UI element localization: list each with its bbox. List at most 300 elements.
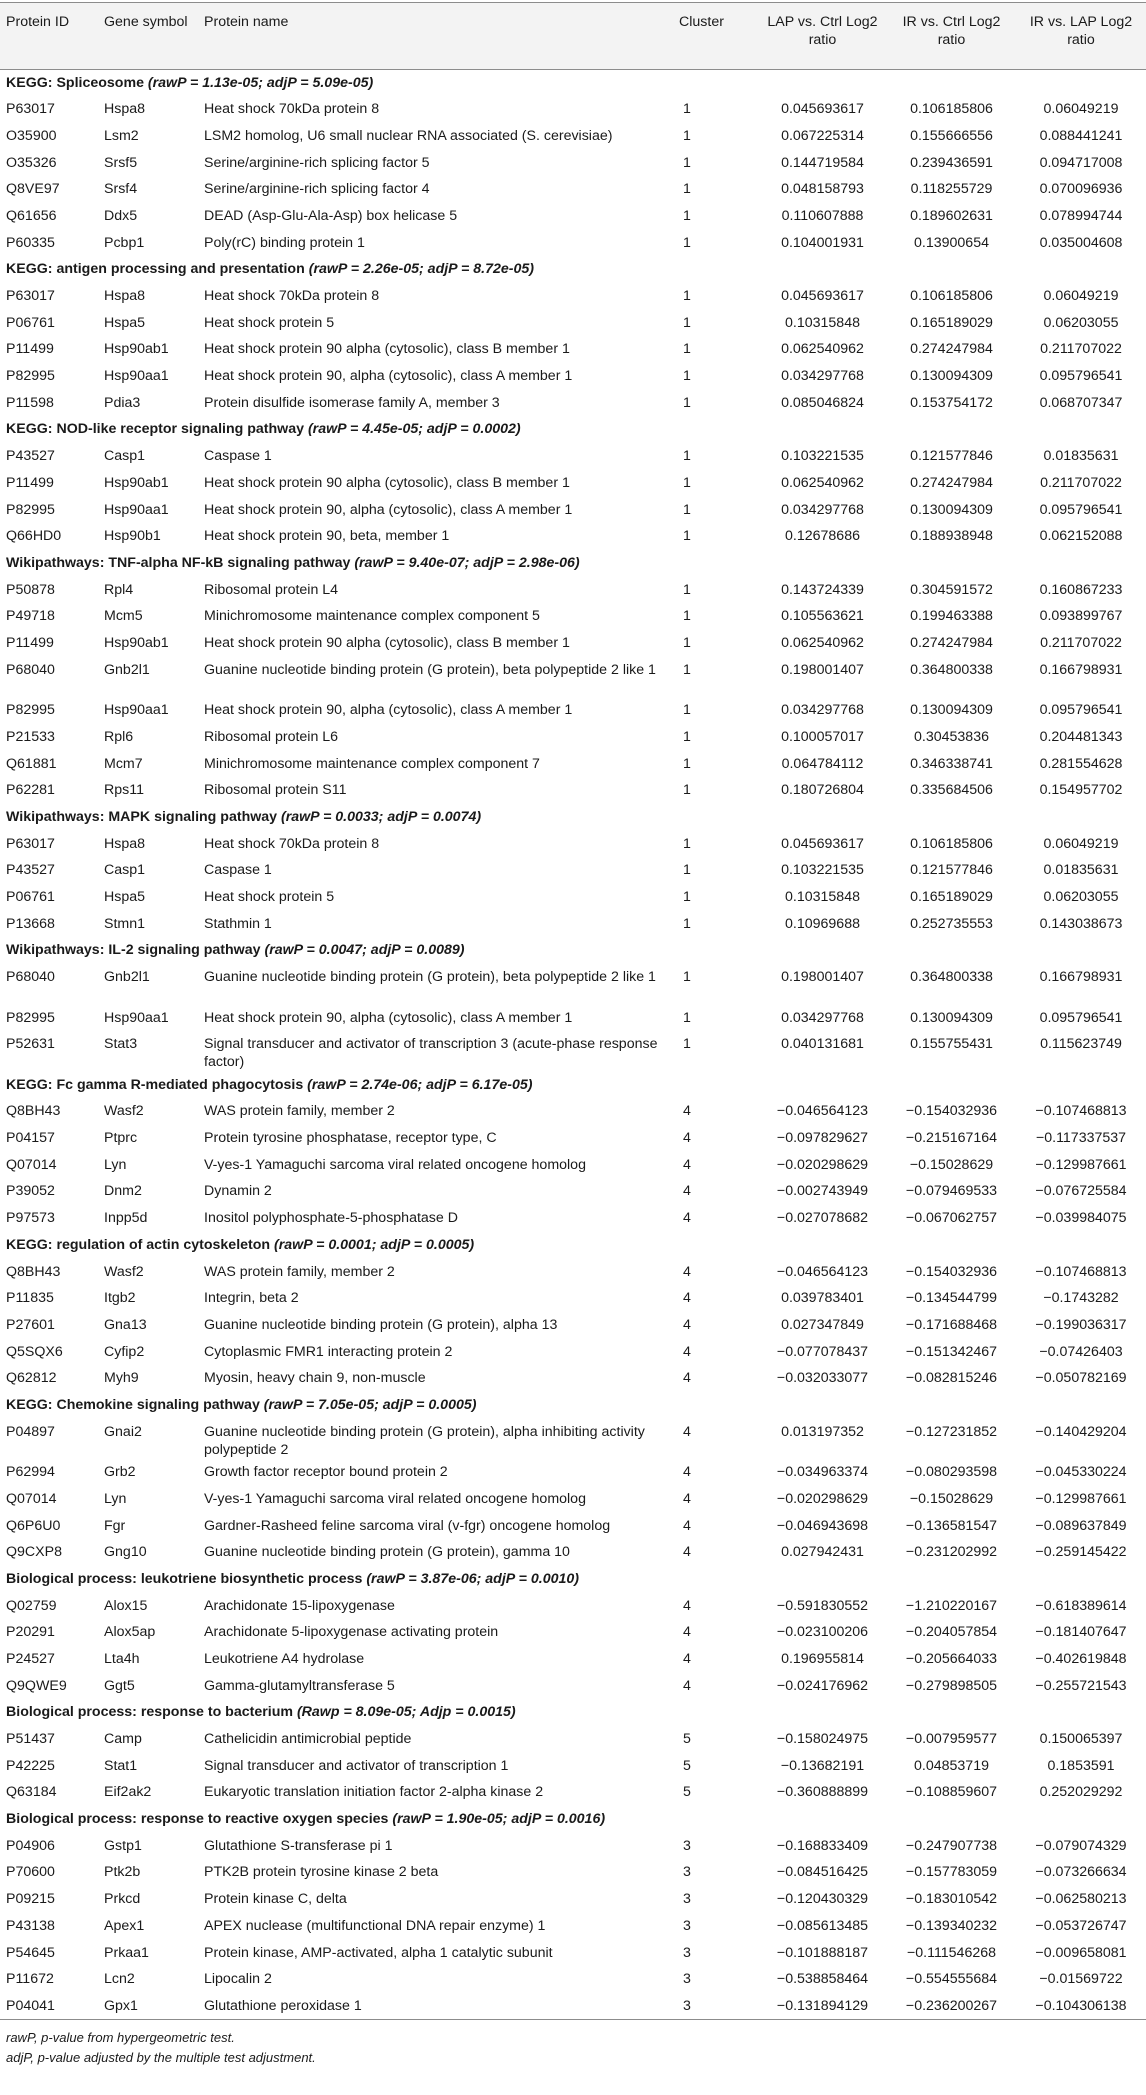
- cell-ir-vs-ctrl: 0.130094309: [910, 702, 993, 719]
- cell-ir-vs-lap: −0.259145422: [1035, 1544, 1127, 1561]
- cell-gene-symbol: Rpl4: [104, 581, 134, 598]
- cell-gene-symbol: Hsp90ab1: [104, 341, 169, 358]
- cell-ir-vs-lap: 0.070096936: [1039, 181, 1123, 198]
- cell-cluster: 1: [683, 661, 691, 678]
- section-title: KEGG: Chemokine signaling pathway: [6, 1396, 260, 1413]
- cell-ir-vs-ctrl: −0.127231852: [905, 1423, 998, 1440]
- cell-lap-vs-ctrl: 0.10315848: [785, 888, 860, 905]
- cell-cluster: 4: [683, 1183, 691, 1200]
- cell-protein-name: Guanine nucleotide binding protein (G protein), beta polypeptide 2 like 1: [204, 969, 656, 985]
- cell-cluster: 1: [683, 581, 691, 598]
- table-row: [0, 1339, 1146, 1366]
- cell-ir-vs-lap: 0.095796541: [1039, 368, 1123, 385]
- cell-ir-vs-ctrl: −0.108859607: [905, 1784, 998, 1801]
- cell-protein-id: P52631: [6, 1036, 55, 1053]
- cell-protein-name: V-yes-1 Yamaguchi sarcoma viral related oncogene homolog: [204, 1490, 586, 1507]
- cell-ir-vs-ctrl: 0.252735553: [910, 915, 993, 932]
- cell-ir-vs-lap: 0.095796541: [1039, 501, 1123, 518]
- cell-gene-symbol: Hsp90aa1: [104, 702, 169, 719]
- cell-gene-symbol: Gng10: [104, 1544, 147, 1561]
- table-row: [0, 1673, 1146, 1700]
- cell-cluster: 4: [683, 1263, 691, 1280]
- cell-cluster: 4: [683, 1597, 691, 1614]
- cell-protein-id: P82995: [6, 1009, 55, 1026]
- cell-ir-vs-ctrl: 0.30453836: [914, 728, 989, 745]
- cell-ir-vs-ctrl: −0.231202992: [905, 1544, 998, 1561]
- cell-ir-vs-lap: −0.009658081: [1035, 1944, 1127, 1961]
- cell-protein-name: Heat shock protein 90, alpha (cytosolic), class A member 1: [204, 501, 573, 518]
- cell-protein-name: Protein tyrosine phosphatase, receptor type, C: [204, 1130, 497, 1147]
- cell-ir-vs-ctrl: 0.165189029: [910, 314, 993, 331]
- table-row: [0, 577, 1146, 604]
- cell-ir-vs-lap: −0.117337537: [1035, 1130, 1127, 1147]
- cell-gene-symbol: Ptk2b: [104, 1864, 141, 1881]
- cell-gene-symbol: Hsp90b1: [104, 528, 161, 545]
- cell-lap-vs-ctrl: 0.105563621: [781, 608, 864, 625]
- cell-ir-vs-ctrl: 0.130094309: [910, 368, 993, 385]
- cell-ir-vs-lap: −0.050782169: [1035, 1370, 1127, 1387]
- table-row: [0, 1205, 1146, 1232]
- section-stats: (Rawp = 8.09e-05; Adjp = 0.0015): [296, 1704, 516, 1721]
- cell-lap-vs-ctrl: 0.027347849: [781, 1316, 864, 1333]
- cell-cluster: 4: [683, 1343, 691, 1360]
- cell-lap-vs-ctrl: 0.048158793: [781, 181, 864, 198]
- cell-protein-name: WAS protein family, member 2: [204, 1263, 395, 1280]
- cell-cluster: 3: [683, 1944, 691, 1961]
- cell-lap-vs-ctrl: 0.040131681: [781, 1036, 864, 1053]
- section-header: [0, 1806, 1146, 1833]
- table-row: [0, 1886, 1146, 1913]
- cell-ir-vs-ctrl: 0.155755431: [910, 1036, 993, 1053]
- table-row: [0, 470, 1146, 497]
- table-row: [0, 777, 1146, 804]
- cell-cluster: 1: [683, 501, 691, 518]
- cell-gene-symbol: Grb2: [104, 1464, 136, 1481]
- cell-gene-symbol: Fgr: [104, 1517, 126, 1534]
- cell-gene-symbol: Mcm5: [104, 608, 143, 625]
- cell-gene-symbol: Gpx1: [104, 1997, 138, 2014]
- cell-gene-symbol: Hsp90aa1: [104, 1009, 169, 1026]
- cell-ir-vs-ctrl: −0.236200267: [905, 1997, 998, 2014]
- cell-ir-vs-lap: −0.255721543: [1035, 1677, 1127, 1694]
- table-row: [0, 203, 1146, 230]
- cell-ir-vs-ctrl: −0.080293598: [905, 1464, 998, 1481]
- cell-cluster: 1: [683, 288, 691, 304]
- table-row: [0, 751, 1146, 778]
- cell-protein-id: P70600: [6, 1864, 55, 1881]
- cell-protein-id: P21533: [6, 728, 55, 745]
- section-header-cell: [0, 1232, 1146, 1259]
- cell-protein-id: Q07014: [6, 1490, 57, 1507]
- section-title: Wikipathways: MAPK signaling pathway: [6, 808, 278, 825]
- cell-lap-vs-ctrl: −0.046564123: [776, 1103, 869, 1120]
- cell-lap-vs-ctrl: 0.062540962: [781, 474, 864, 491]
- cell-protein-id: Q63184: [6, 1784, 57, 1801]
- cell-ir-vs-lap: 0.252029292: [1039, 1784, 1123, 1801]
- cell-gene-symbol: Stat1: [104, 1757, 138, 1774]
- section-stats: (rawP = 2.74e-06; adjP = 6.17e-05): [307, 1076, 533, 1093]
- cell-cluster: 3: [683, 1917, 691, 1934]
- table-body: [0, 70, 1146, 2020]
- cell-cluster: 1: [683, 314, 691, 331]
- cell-lap-vs-ctrl: −0.077078437: [776, 1343, 869, 1360]
- cell-ir-vs-lap: −0.181407647: [1035, 1624, 1127, 1641]
- cell-cluster: 4: [683, 1624, 691, 1641]
- cell-protein-name: Signal transducer and activator of transcription 1: [204, 1757, 509, 1774]
- cell-protein-id: P11672: [6, 1971, 54, 1988]
- cell-gene-symbol: Gnb2l1: [104, 969, 150, 985]
- table-row: [0, 1859, 1146, 1886]
- cell-protein-id: Q02759: [6, 1597, 57, 1614]
- cell-protein-id: P11598: [6, 394, 54, 411]
- cell-ir-vs-lap: −0.104306138: [1035, 1997, 1127, 2014]
- table-row: [0, 1419, 1146, 1460]
- cell-ir-vs-lap: −0.01569722: [1039, 1971, 1123, 1988]
- cell-cluster: 4: [683, 1156, 691, 1173]
- section-title: KEGG: NOD-like receptor signaling pathway: [6, 421, 304, 438]
- cell-gene-symbol: Itgb2: [104, 1290, 136, 1307]
- table-row: [0, 523, 1146, 550]
- cell-lap-vs-ctrl: −0.023100206: [776, 1624, 869, 1641]
- section-header-cell: [0, 1566, 1146, 1593]
- cell-gene-symbol: Ptprc: [104, 1130, 138, 1147]
- table-row: [0, 230, 1146, 257]
- cell-protein-id: P04897: [6, 1423, 55, 1440]
- cell-protein-id: P13668: [6, 915, 55, 932]
- cell-gene-symbol: Gnai2: [104, 1423, 142, 1440]
- section-stats: (rawP = 1.90e-05; adjP = 0.0016): [392, 1811, 606, 1828]
- cell-protein-name: Serine/arginine-rich splicing factor 4: [204, 181, 430, 198]
- cell-cluster: 3: [683, 1971, 691, 1988]
- table-header: [0, 3, 1146, 70]
- cell-lap-vs-ctrl: 0.045693617: [781, 835, 864, 852]
- cell-cluster: 3: [683, 1997, 691, 2014]
- cell-ir-vs-lap: −0.07426403: [1039, 1343, 1123, 1360]
- cell-protein-name: Myosin, heavy chain 9, non-muscle: [204, 1370, 426, 1387]
- cell-ir-vs-lap: 0.211707022: [1040, 474, 1122, 491]
- cell-protein-id: P63017: [6, 101, 55, 118]
- cell-protein-id: P62994: [6, 1464, 55, 1481]
- cell-lap-vs-ctrl: 0.027942431: [781, 1544, 864, 1561]
- section-stats: (rawP = 2.26e-05; adjP = 8.72e-05): [308, 261, 535, 278]
- cell-protein-name: Ribosomal protein L6: [204, 728, 339, 745]
- cell-ir-vs-ctrl: 0.165189029: [910, 888, 993, 905]
- cell-gene-symbol: Prkcd: [104, 1891, 141, 1908]
- cell-lap-vs-ctrl: −0.120430329: [776, 1891, 869, 1908]
- section-header-cell: [0, 937, 1146, 964]
- section-header-cell: [0, 550, 1146, 577]
- cell-cluster: 4: [683, 1130, 691, 1147]
- cell-protein-id: Q66HD0: [6, 528, 62, 545]
- cell-protein-id: P27601: [6, 1316, 55, 1333]
- cell-cluster: 1: [683, 154, 691, 171]
- cell-lap-vs-ctrl: 0.062540962: [781, 341, 864, 358]
- cell-protein-id: Q5SQX6: [6, 1343, 63, 1360]
- cell-lap-vs-ctrl: 0.045693617: [781, 288, 864, 304]
- cell-protein-id: Q8BH43: [6, 1103, 61, 1120]
- cell-ir-vs-ctrl: 0.121577846: [910, 448, 993, 465]
- cell-ir-vs-lap: 0.204481343: [1039, 728, 1123, 745]
- cell-ir-vs-lap: 0.035004608: [1039, 234, 1123, 251]
- cell-cluster: 1: [683, 341, 691, 358]
- cell-lap-vs-ctrl: 0.045693617: [781, 101, 864, 118]
- section-title: KEGG: regulation of actin cytoskeleton: [6, 1236, 271, 1253]
- table-row: [0, 1539, 1146, 1566]
- cell-gene-symbol: Lyn: [104, 1490, 127, 1507]
- cell-protein-id: P24527: [6, 1650, 55, 1667]
- table-row: [0, 150, 1146, 177]
- cell-ir-vs-lap: 0.166798931: [1039, 969, 1123, 985]
- cell-gene-symbol: Pdia3: [104, 394, 141, 411]
- cell-protein-name: Dynamin 2: [204, 1183, 272, 1200]
- header-gene-symbol: Gene symbol: [104, 14, 188, 30]
- cell-cluster: 1: [683, 127, 691, 144]
- cell-gene-symbol: Ddx5: [104, 207, 138, 224]
- section-title: KEGG: Fc gamma R-mediated phagocytosis: [6, 1076, 304, 1093]
- cell-protein-name: Heat shock protein 90, alpha (cytosolic), class A member 1: [204, 368, 573, 385]
- cell-gene-symbol: Wasf2: [104, 1103, 144, 1120]
- table-row: [0, 724, 1146, 751]
- cell-protein-id: P82995: [6, 501, 55, 518]
- cell-ir-vs-lap: −0.402619848: [1035, 1650, 1127, 1667]
- cell-protein-name: Ribosomal protein L4: [204, 581, 339, 598]
- cell-lap-vs-ctrl: −0.085613485: [776, 1917, 869, 1934]
- cell-protein-id: Q62812: [6, 1370, 57, 1387]
- cell-protein-name: Heat shock protein 90, alpha (cytosolic), class A member 1: [204, 702, 573, 719]
- section-stats: (rawP = 0.0001; adjP = 0.0005): [274, 1236, 475, 1253]
- table-row: [0, 310, 1146, 337]
- cell-protein-name: Arachidonate 5-lipoxygenase activating protein: [204, 1624, 499, 1641]
- cell-ir-vs-lap: 0.06049219: [1043, 101, 1119, 118]
- cell-ir-vs-lap: 0.115623749: [1040, 1036, 1122, 1053]
- section-header: [0, 1072, 1146, 1099]
- cell-protein-name: Minichromosome maintenance complex component 7: [204, 755, 540, 772]
- cell-gene-symbol: Mcm7: [104, 755, 143, 772]
- cell-protein-id: P04906: [6, 1837, 55, 1854]
- cell-protein-id: P63017: [6, 835, 55, 852]
- cell-protein-name: Caspase 1: [204, 448, 272, 465]
- cell-gene-symbol: Gna13: [104, 1316, 147, 1333]
- cell-protein-name: WAS protein family, member 2: [204, 1103, 395, 1120]
- cell-gene-symbol: Hsp90ab1: [104, 634, 169, 651]
- cell-protein-name: Heat shock protein 90 alpha (cytosolic), class B member 1: [204, 474, 570, 491]
- table-row: [0, 1098, 1146, 1125]
- table-row: [0, 1940, 1146, 1967]
- cell-lap-vs-ctrl: −0.097829627: [776, 1130, 869, 1147]
- section-stats: (rawP = 1.13e-05; adjP = 5.09e-05): [147, 75, 374, 91]
- cell-ir-vs-lap: 0.143038673: [1039, 915, 1123, 932]
- cell-cluster: 4: [683, 1650, 691, 1667]
- cell-cluster: 1: [683, 101, 691, 118]
- table-row: [0, 630, 1146, 657]
- cell-lap-vs-ctrl: −0.360888899: [776, 1784, 869, 1801]
- cell-lap-vs-ctrl: 0.034297768: [781, 368, 864, 385]
- cell-ir-vs-lap: −0.199036317: [1035, 1316, 1127, 1333]
- cell-ir-vs-ctrl: 0.153754172: [910, 394, 993, 411]
- cell-ir-vs-ctrl: 0.118255729: [910, 181, 993, 198]
- cell-ir-vs-ctrl: 0.364800338: [910, 661, 993, 678]
- cell-ir-vs-lap: −0.140429204: [1035, 1423, 1127, 1440]
- cell-ir-vs-ctrl: 0.04853719: [914, 1757, 989, 1774]
- cell-protein-id: P68040: [6, 661, 55, 678]
- cell-gene-symbol: Hsp90ab1: [104, 474, 169, 491]
- cell-lap-vs-ctrl: −0.024176962: [776, 1677, 869, 1694]
- cell-ir-vs-ctrl: −0.204057854: [905, 1624, 998, 1641]
- cell-lap-vs-ctrl: −0.020298629: [776, 1156, 869, 1173]
- cell-protein-name: PTK2B protein tyrosine kinase 2 beta: [204, 1864, 439, 1881]
- cell-gene-symbol: Lsm2: [104, 127, 139, 144]
- cell-lap-vs-ctrl: 0.103221535: [781, 448, 864, 465]
- cell-gene-symbol: Srsf4: [104, 181, 138, 198]
- cell-ir-vs-lap: 0.095796541: [1039, 1009, 1123, 1026]
- table-row: [0, 1619, 1146, 1646]
- header-protein-name: Protein name: [204, 14, 289, 30]
- section-title: Biological process: response to reactive oxygen species: [6, 1811, 389, 1828]
- cell-ir-vs-ctrl: −0.154032936: [905, 1103, 998, 1120]
- cell-gene-symbol: Gstp1: [104, 1837, 142, 1854]
- cell-lap-vs-ctrl: 0.12678686: [785, 528, 860, 545]
- cell-cluster: 1: [683, 862, 691, 879]
- cell-gene-symbol: Cyfip2: [104, 1343, 145, 1360]
- cell-lap-vs-ctrl: −0.538858464: [776, 1971, 869, 1988]
- cell-cluster: 1: [683, 755, 691, 772]
- cell-ir-vs-ctrl: −0.157783059: [905, 1864, 998, 1881]
- cell-gene-symbol: Stmn1: [104, 915, 146, 932]
- cell-protein-id: P11499: [6, 634, 54, 651]
- cell-protein-id: P49718: [6, 608, 55, 625]
- cell-lap-vs-ctrl: 0.013197352: [781, 1423, 864, 1440]
- cell-cluster: 1: [683, 368, 691, 385]
- cell-gene-symbol: Hspa5: [104, 314, 146, 331]
- table-row: [0, 1779, 1146, 1806]
- cell-cluster: 4: [683, 1210, 691, 1227]
- cell-protein-name: Heat shock protein 5: [204, 888, 335, 905]
- cell-protein-id: P11499: [6, 341, 54, 358]
- cell-ir-vs-lap: −0.073266634: [1035, 1864, 1127, 1881]
- cell-ir-vs-lap: 0.211707022: [1040, 634, 1122, 651]
- cell-protein-id: Q8BH43: [6, 1263, 61, 1280]
- cell-protein-id: P60335: [6, 234, 55, 251]
- cell-ir-vs-ctrl: −0.154032936: [905, 1263, 998, 1280]
- cell-cluster: 4: [683, 1423, 691, 1440]
- cell-protein-id: P43138: [6, 1917, 55, 1934]
- cell-ir-vs-ctrl: −0.082815246: [905, 1370, 998, 1387]
- cell-cluster: 1: [683, 528, 691, 545]
- cell-cluster: 1: [683, 608, 691, 625]
- cell-cluster: 1: [683, 1036, 691, 1053]
- cell-protein-id: P62281: [6, 782, 55, 799]
- table-row: [0, 831, 1146, 858]
- cell-ir-vs-ctrl: −0.183010542: [905, 1891, 998, 1908]
- cell-protein-id: P06761: [6, 888, 55, 905]
- cell-protein-id: P20291: [6, 1624, 55, 1641]
- table-row: [0, 697, 1146, 724]
- cell-protein-id: P11499: [6, 474, 54, 491]
- header-protein-id: Protein ID: [6, 14, 70, 30]
- section-header: [0, 804, 1146, 831]
- cell-ir-vs-lap: 0.088441241: [1039, 127, 1123, 144]
- cell-cluster: 3: [683, 1891, 691, 1908]
- cell-protein-name: Heat shock protein 90 alpha (cytosolic), class B member 1: [204, 634, 570, 651]
- cell-gene-symbol: Lcn2: [104, 1971, 135, 1988]
- cell-protein-id: P43527: [6, 448, 55, 465]
- table-row: [0, 657, 1146, 698]
- cell-ir-vs-ctrl: −0.151342467: [905, 1343, 998, 1360]
- cell-cluster: 4: [683, 1490, 691, 1507]
- cell-protein-name: Guanine nucleotide binding protein (G protein), alpha inhibiting activity polypeptide 2: [204, 1423, 645, 1458]
- cell-ir-vs-lap: −0.062580213: [1035, 1891, 1127, 1908]
- cell-cluster: 4: [683, 1517, 691, 1534]
- cell-ir-vs-lap: 0.211707022: [1040, 341, 1122, 358]
- cell-ir-vs-lap: 0.06203055: [1043, 888, 1119, 905]
- cell-protein-name: Poly(rC) binding protein 1: [204, 234, 365, 251]
- cell-protein-name: Caspase 1: [204, 862, 272, 879]
- table-row: [0, 964, 1146, 1005]
- cell-lap-vs-ctrl: −0.046943698: [776, 1517, 869, 1534]
- cell-ir-vs-lap: 0.06049219: [1043, 835, 1119, 852]
- cell-ir-vs-ctrl: 0.239436591: [910, 154, 993, 171]
- cell-ir-vs-ctrl: 0.199463388: [910, 608, 993, 625]
- cell-cluster: 1: [683, 181, 691, 198]
- cell-ir-vs-lap: 0.154957702: [1039, 782, 1123, 799]
- cell-ir-vs-lap: −0.045330224: [1035, 1464, 1127, 1481]
- cell-protein-name: Serine/arginine-rich splicing factor 5: [204, 154, 430, 171]
- cell-ir-vs-lap: 0.01835631: [1043, 862, 1119, 879]
- cell-lap-vs-ctrl: −0.158024975: [776, 1731, 869, 1747]
- cell-protein-name: V-yes-1 Yamaguchi sarcoma viral related oncogene homolog: [204, 1156, 586, 1173]
- cell-protein-id: O35900: [6, 127, 57, 144]
- cell-lap-vs-ctrl: 0.034297768: [781, 501, 864, 518]
- section-stats: (rawP = 0.0033; adjP = 0.0074): [281, 808, 482, 825]
- cell-protein-name: Guanine nucleotide binding protein (G protein), beta polypeptide 2 like 1: [204, 661, 656, 678]
- cell-cluster: 1: [683, 207, 691, 224]
- footnote-rawp: rawP, p-value from hypergeometric test.: [6, 2030, 235, 2046]
- cell-lap-vs-ctrl: 0.10315848: [785, 314, 860, 331]
- cell-protein-name: Stathmin 1: [204, 915, 272, 932]
- cell-protein-id: P63017: [6, 288, 55, 304]
- cell-protein-name: Arachidonate 15-lipoxygenase: [204, 1597, 395, 1614]
- table-row: [0, 1833, 1146, 1860]
- cell-gene-symbol: Srsf5: [104, 154, 138, 171]
- cell-ir-vs-lap: −0.039984075: [1035, 1210, 1127, 1227]
- cell-gene-symbol: Hsp90aa1: [104, 368, 169, 385]
- cell-ir-vs-ctrl: 0.274247984: [910, 634, 993, 651]
- section-header: [0, 70, 1146, 97]
- cell-lap-vs-ctrl: 0.104001931: [781, 234, 864, 251]
- table-row: [0, 1285, 1146, 1312]
- cell-lap-vs-ctrl: −0.002743949: [776, 1183, 869, 1200]
- cell-protein-id: P82995: [6, 368, 55, 385]
- cell-ir-vs-lap: −0.107468813: [1035, 1103, 1127, 1120]
- cell-lap-vs-ctrl: 0.10969688: [785, 915, 860, 932]
- cell-ir-vs-lap: 0.1853591: [1047, 1757, 1115, 1774]
- cell-lap-vs-ctrl: 0.062540962: [781, 634, 864, 651]
- cell-ir-vs-lap: 0.281554628: [1039, 755, 1123, 772]
- section-header-cell: [0, 1392, 1146, 1419]
- section-header: [0, 550, 1146, 577]
- cell-protein-name: Eukaryotic translation initiation factor 2-alpha kinase 2: [204, 1784, 544, 1801]
- cell-protein-id: Q9CXP8: [6, 1544, 62, 1561]
- cell-ir-vs-lap: −0.053726747: [1035, 1917, 1127, 1934]
- cell-cluster: 4: [683, 1290, 691, 1307]
- section-header: [0, 256, 1146, 283]
- cell-protein-name: Glutathione peroxidase 1: [204, 1997, 362, 2014]
- cell-lap-vs-ctrl: 0.103221535: [781, 862, 864, 879]
- cell-cluster: 5: [683, 1784, 691, 1801]
- cell-ir-vs-ctrl: −0.134544799: [905, 1290, 998, 1307]
- section-title: Biological process: response to bacterium: [6, 1704, 293, 1721]
- cell-ir-vs-ctrl: −0.279898505: [905, 1677, 998, 1694]
